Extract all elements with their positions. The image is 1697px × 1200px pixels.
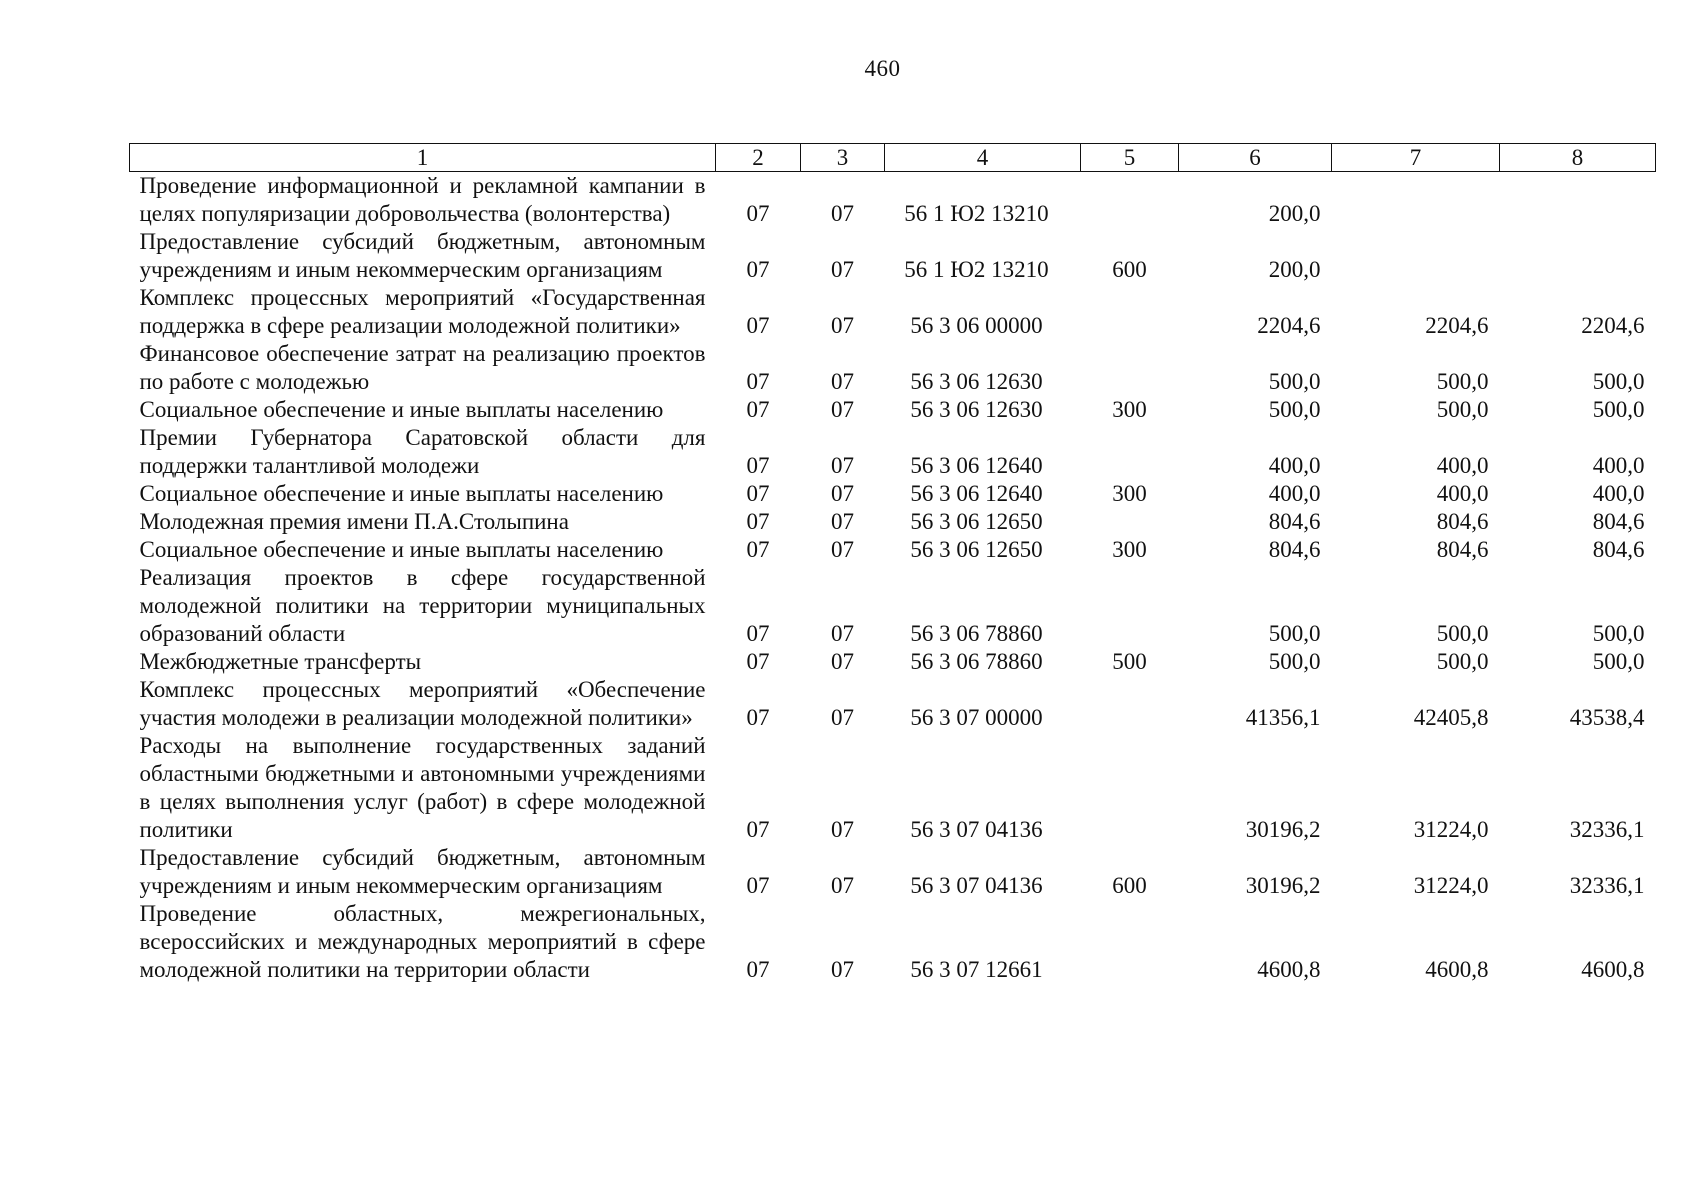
expense-type-cell: 300 (1112, 537, 1147, 562)
expense-type-cell: 300 (1112, 397, 1147, 422)
row-name-cell: Проведение областных, межрегиональных, всероссийских и международных мероприятий в сфере молодежной политики на территории области (139, 901, 706, 982)
table-body (130, 172, 1656, 985)
target-article-cell: 56 3 06 12630 (910, 369, 1043, 394)
expense-type-cell: 300 (1112, 481, 1147, 506)
expense-type-cell: 500 (1112, 649, 1147, 674)
amount-col8-cell: 804,6 (1592, 509, 1645, 534)
amount-col8-cell: 500,0 (1592, 621, 1645, 646)
table-row (130, 676, 1656, 732)
amount-col8-cell: 43538,4 (1569, 705, 1645, 730)
expense-type-cell (1081, 508, 1179, 536)
target-article-cell: 56 3 06 12640 (910, 453, 1043, 478)
section-code-cell: 07 (746, 397, 770, 422)
section-code-cell: 07 (746, 817, 770, 842)
amount-col6-cell: 30196,2 (1245, 817, 1321, 842)
subsection-code-cell: 07 (831, 537, 854, 562)
subsection-code-cell: 07 (831, 397, 854, 422)
row-name-cell: Премии Губернатора Саратовской области для поддержки талантливой молодежи (139, 425, 706, 478)
row-name-cell: Молодежная премия имени П.А.Столыпина (139, 509, 569, 534)
row-name-cell: Комплекс процессных мероприятий «Государственная поддержка в сфере реализации молодежной политики» (139, 285, 706, 338)
section-code-cell: 07 (746, 509, 770, 534)
subsection-code-cell: 07 (831, 481, 854, 506)
subsection-code-cell: 07 (831, 369, 854, 394)
amount-col7-cell: 400,0 (1436, 453, 1489, 478)
amount-col6-cell: 200,0 (1268, 201, 1321, 226)
target-article-cell: 56 3 06 78860 (910, 621, 1043, 646)
amount-col6-cell: 500,0 (1268, 621, 1321, 646)
row-name-cell: Реализация проектов в сфере государственной молодежной политики на территории муниципальных образований области (139, 565, 706, 646)
table-row (130, 424, 1656, 480)
expense-type-cell (1081, 900, 1179, 984)
table-row (130, 536, 1656, 564)
amount-col6-cell: 200,0 (1268, 257, 1321, 282)
row-name-cell: Социальное обеспечение и иные выплаты населению (139, 397, 664, 422)
target-article-cell: 56 3 06 12650 (910, 509, 1043, 534)
row-name-cell: Социальное обеспечение и иные выплаты населению (139, 537, 664, 562)
amount-col7-cell: 500,0 (1436, 649, 1489, 674)
amount-col7-cell: 804,6 (1436, 509, 1489, 534)
amount-col7-cell: 804,6 (1436, 537, 1489, 562)
amount-col8-cell: 500,0 (1592, 397, 1645, 422)
column-header-8: 8 (1500, 144, 1656, 172)
amount-col7-cell: 31224,0 (1413, 873, 1489, 898)
subsection-code-cell: 07 (831, 817, 854, 842)
amount-col6-cell: 804,6 (1268, 509, 1321, 534)
amount-col6-cell: 500,0 (1268, 649, 1321, 674)
amount-col7-cell (1332, 172, 1500, 229)
table-header (130, 144, 1656, 172)
amount-col6-cell: 2204,6 (1257, 313, 1321, 338)
section-code-cell: 07 (746, 649, 770, 674)
amount-col7-cell: 500,0 (1436, 621, 1489, 646)
table-row (130, 732, 1656, 844)
section-code-cell: 07 (746, 313, 770, 338)
subsection-code-cell: 07 (831, 509, 854, 534)
table-row (130, 648, 1656, 676)
subsection-code-cell: 07 (831, 201, 854, 226)
amount-col8-cell (1500, 172, 1656, 229)
column-header-6: 6 (1179, 144, 1332, 172)
row-name-cell: Предоставление субсидий бюджетным, автономным учреждениям и иным некоммерческим организациям (139, 845, 706, 898)
amount-col6-cell: 400,0 (1268, 481, 1321, 506)
subsection-code-cell: 07 (831, 957, 854, 982)
subsection-code-cell: 07 (831, 649, 854, 674)
row-name-cell: Межбюджетные трансферты (139, 649, 422, 674)
table-row (130, 508, 1656, 536)
expense-type-cell: 600 (1112, 257, 1147, 282)
section-code-cell: 07 (746, 537, 770, 562)
table-row (130, 228, 1656, 284)
section-code-cell: 07 (746, 705, 770, 730)
amount-col6-cell: 400,0 (1268, 453, 1321, 478)
subsection-code-cell: 07 (831, 313, 854, 338)
header-row (130, 144, 1656, 172)
subsection-code-cell: 07 (831, 257, 854, 282)
amount-col8-cell: 400,0 (1592, 481, 1645, 506)
row-name-cell: Финансовое обеспечение затрат на реализацию проектов по работе с молодежью (139, 341, 706, 394)
amount-col8-cell: 500,0 (1592, 649, 1645, 674)
amount-col7-cell: 4600,8 (1425, 957, 1489, 982)
subsection-code-cell: 07 (831, 705, 854, 730)
table-row (130, 564, 1656, 648)
target-article-cell: 56 3 07 12661 (910, 957, 1043, 982)
expense-type-cell: 600 (1112, 873, 1147, 898)
column-header-5: 5 (1081, 144, 1179, 172)
amount-col8-cell (1500, 228, 1656, 284)
expense-type-cell (1081, 676, 1179, 732)
expense-type-cell (1081, 172, 1179, 229)
amount-col6-cell: 4600,8 (1257, 957, 1321, 982)
target-article-cell: 56 1 Ю2 13210 (904, 201, 1049, 226)
amount-col7-cell: 500,0 (1436, 369, 1489, 394)
amount-col6-cell: 500,0 (1268, 397, 1321, 422)
page-number: 460 (864, 56, 901, 81)
table-row (130, 900, 1656, 984)
amount-col8-cell: 400,0 (1592, 453, 1645, 478)
table-row (130, 844, 1656, 900)
expense-type-cell (1081, 424, 1179, 480)
row-name-cell: Проведение информационной и рекламной кампании в целях популяризации добровольчества (волонтерства) (139, 173, 706, 226)
amount-col7-cell: 500,0 (1436, 397, 1489, 422)
budget-table (129, 143, 1656, 984)
target-article-cell: 56 3 06 12630 (910, 397, 1043, 422)
expense-type-cell (1081, 732, 1179, 844)
column-header-3: 3 (801, 144, 885, 172)
table-row (130, 396, 1656, 424)
section-code-cell: 07 (746, 369, 770, 394)
section-code-cell: 07 (746, 453, 770, 478)
row-name-cell: Предоставление субсидий бюджетным, автономным учреждениям и иным некоммерческим организациям (139, 229, 706, 282)
expense-type-cell (1081, 340, 1179, 396)
row-name-cell: Комплекс процессных мероприятий «Обеспечение участия молодежи в реализации молодежной политики» (139, 677, 706, 730)
column-header-7: 7 (1332, 144, 1500, 172)
subsection-code-cell: 07 (831, 621, 854, 646)
amount-col7-cell: 42405,8 (1413, 705, 1489, 730)
table-row (130, 284, 1656, 340)
amount-col7-cell: 31224,0 (1413, 817, 1489, 842)
amount-col6-cell: 804,6 (1268, 537, 1321, 562)
expense-type-cell (1081, 564, 1179, 648)
target-article-cell: 56 3 06 12650 (910, 537, 1043, 562)
amount-col6-cell: 500,0 (1268, 369, 1321, 394)
target-article-cell: 56 3 07 00000 (910, 705, 1043, 730)
amount-col7-cell: 400,0 (1436, 481, 1489, 506)
target-article-cell: 56 3 07 04136 (910, 873, 1043, 898)
section-code-cell: 07 (746, 481, 770, 506)
amount-col8-cell: 500,0 (1592, 369, 1645, 394)
amount-col8-cell: 32336,1 (1569, 817, 1645, 842)
column-header-2: 2 (716, 144, 801, 172)
section-code-cell: 07 (746, 873, 770, 898)
amount-col8-cell: 804,6 (1592, 537, 1645, 562)
row-name-cell: Расходы на выполнение государственных заданий областными бюджетными и автономными учреждениями в целях выполнения услуг (работ) в сфере молодежной политики (139, 733, 706, 842)
section-code-cell: 07 (746, 957, 770, 982)
amount-col6-cell: 41356,1 (1245, 705, 1321, 730)
row-name-cell: Социальное обеспечение и иные выплаты населению (139, 481, 664, 506)
amount-col8-cell: 2204,6 (1581, 313, 1645, 338)
column-header-1: 1 (130, 144, 716, 172)
amount-col8-cell: 4600,8 (1581, 957, 1645, 982)
table-row (130, 172, 1656, 229)
amount-col7-cell: 2204,6 (1425, 313, 1489, 338)
target-article-cell: 56 3 06 78860 (910, 649, 1043, 674)
amount-col8-cell: 32336,1 (1569, 873, 1645, 898)
column-header-4: 4 (885, 144, 1081, 172)
amount-col7-cell (1332, 228, 1500, 284)
section-code-cell: 07 (746, 257, 770, 282)
target-article-cell: 56 1 Ю2 13210 (904, 257, 1049, 282)
section-code-cell: 07 (746, 621, 770, 646)
table-row (130, 480, 1656, 508)
amount-col6-cell: 30196,2 (1245, 873, 1321, 898)
subsection-code-cell: 07 (831, 873, 854, 898)
subsection-code-cell: 07 (831, 453, 854, 478)
table-row (130, 340, 1656, 396)
target-article-cell: 56 3 06 12640 (910, 481, 1043, 506)
target-article-cell: 56 3 06 00000 (910, 313, 1043, 338)
section-code-cell: 07 (746, 201, 770, 226)
expense-type-cell (1081, 284, 1179, 340)
target-article-cell: 56 3 07 04136 (910, 817, 1043, 842)
